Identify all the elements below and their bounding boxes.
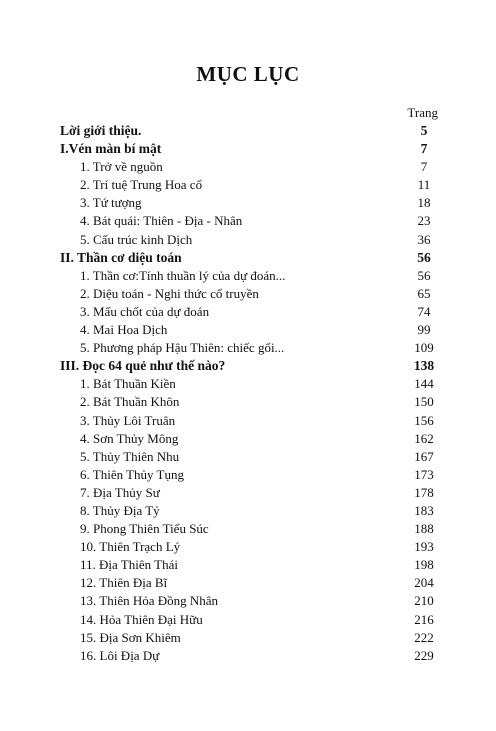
- toc-page-number: 99: [417, 322, 431, 338]
- toc-entry-label: 5. Thủy Thiên Nhu: [80, 448, 180, 464]
- toc-page-number: 167: [414, 448, 434, 464]
- toc-entry-label: 5. Phương pháp Hậu Thiên: chiếc gối...: [80, 340, 285, 356]
- toc-item-row: [60, 484, 444, 502]
- toc-page-number: 162: [414, 430, 434, 446]
- toc-item-row: [60, 448, 444, 466]
- toc-item-row: [60, 321, 444, 339]
- toc-page-number: 210: [414, 593, 434, 609]
- toc-page-number: 7: [420, 159, 428, 175]
- toc-section-row: [60, 140, 444, 158]
- toc-section-row: [60, 249, 444, 267]
- toc-entry-label: 2. Diệu toán - Nghi thức cổ truyền: [80, 285, 259, 301]
- toc-entry-label: 4. Bát quái: Thiên - Địa - Nhân: [80, 213, 243, 229]
- toc-entry-label: 5. Cấu trúc kinh Dịch: [80, 231, 193, 247]
- toc-entry-label: 1. Thần cơ:Tính thuần lý của dự đoán...: [80, 267, 286, 283]
- toc-entry-label: 1. Trở về nguồn: [80, 159, 163, 175]
- toc-page-number: 144: [414, 376, 434, 392]
- toc-entry-label: 16. Lôi Địa Dự: [80, 647, 160, 663]
- toc-entry-label: I.Vén màn bí mật: [60, 141, 162, 157]
- toc-page-number: 183: [414, 502, 434, 518]
- toc-page-number: 5: [420, 123, 428, 138]
- toc-entry-label: III. Đọc 64 quẻ như thế nào?: [60, 358, 226, 374]
- toc-page-number: 74: [417, 303, 431, 319]
- toc-item-row: [60, 303, 444, 321]
- toc-entry-label: 3. Thủy Lôi Truân: [80, 412, 176, 428]
- page-title: MỤC LỤC: [196, 62, 300, 86]
- toc-page-number: 7: [420, 141, 428, 157]
- toc-item-row: [60, 158, 444, 176]
- toc-item-row: [60, 375, 444, 393]
- toc-page-number: 204: [414, 575, 434, 591]
- toc-item-row: [60, 339, 444, 357]
- toc-page-number: 156: [414, 412, 434, 428]
- toc-section-row: [60, 357, 444, 375]
- toc-entry-label: 2. Trí tuệ Trung Hoa cổ: [80, 177, 203, 193]
- toc-page-number: 138: [413, 358, 435, 374]
- table-of-contents: [60, 122, 444, 665]
- toc-item-row: [60, 285, 444, 303]
- toc-entry-label: 4. Sơn Thủy Mông: [80, 430, 179, 446]
- toc-page-number: 216: [414, 611, 434, 627]
- toc-page-number: 229: [414, 647, 434, 663]
- toc-page-number: 198: [414, 557, 434, 573]
- toc-entry-label: 13. Thiên Hỏa Đồng Nhân: [80, 593, 219, 609]
- toc-item-row: [60, 267, 444, 285]
- toc-item-row: [60, 538, 444, 556]
- toc-page-number: 56: [417, 249, 431, 265]
- toc-entry-label: 3. Tứ tượng: [80, 195, 142, 211]
- toc-entry-label: 11. Địa Thiên Thái: [80, 557, 178, 573]
- toc-page-number: 18: [417, 195, 431, 211]
- toc-page-number: 193: [414, 539, 434, 555]
- toc-item-row: [60, 393, 444, 411]
- toc-page-number: 150: [414, 394, 434, 410]
- toc-entry-label: 14. Hỏa Thiên Đại Hữu: [80, 611, 203, 627]
- toc-page-number: 222: [414, 629, 434, 645]
- toc-item-row: [60, 647, 444, 665]
- toc-entry-label: 15. Địa Sơn Khiêm: [80, 629, 181, 645]
- toc-item-row: [60, 430, 444, 448]
- toc-item-row: [60, 592, 444, 610]
- toc-entry-label: 4. Mai Hoa Dịch: [80, 322, 168, 338]
- toc-entry-label: 7. Địa Thủy Sư: [80, 484, 160, 500]
- toc-page-number: 188: [414, 521, 434, 537]
- toc-entry-label: 12. Thiên Địa Bĩ: [80, 575, 168, 591]
- toc-page-number: 173: [414, 466, 434, 482]
- toc-page-number: 65: [417, 285, 431, 301]
- toc-section-row: [60, 122, 444, 140]
- toc-item-row: [60, 231, 444, 249]
- toc-item-row: [60, 520, 444, 538]
- toc-page-number: 56: [417, 267, 431, 283]
- toc-item-row: [60, 502, 444, 520]
- page-column-header: Trang: [407, 105, 438, 120]
- toc-page-number: 109: [414, 340, 434, 356]
- toc-item-row: [60, 574, 444, 592]
- toc-entry-label: 9. Phong Thiên Tiểu Súc: [80, 521, 209, 537]
- toc-page-number: 178: [414, 484, 434, 500]
- toc-entry-label: 3. Mấu chốt của dự đoán: [80, 303, 210, 319]
- toc-item-row: [60, 466, 444, 484]
- toc-entry-label: 10. Thiên Trạch Lý: [80, 539, 181, 555]
- toc-page-number: 11: [417, 177, 431, 193]
- toc-entry-label: II. Thần cơ diệu toán: [60, 249, 182, 265]
- toc-page-number: 36: [417, 231, 431, 247]
- toc-entry-label: 8. Thủy Địa Tỷ: [80, 502, 160, 518]
- toc-item-row: [60, 212, 444, 230]
- toc-entry-label: 2. Bát Thuần Khôn: [80, 394, 180, 410]
- toc-entry-label: Lời giới thiệu.: [60, 123, 142, 138]
- toc-item-row: [60, 611, 444, 629]
- toc-item-row: [60, 194, 444, 212]
- toc-page-number: 23: [417, 213, 431, 229]
- toc-item-row: [60, 176, 444, 194]
- toc-item-row: [60, 556, 444, 574]
- toc-item-row: [60, 629, 444, 647]
- toc-entry-label: 6. Thiên Thủy Tụng: [80, 466, 184, 482]
- toc-item-row: [60, 412, 444, 430]
- toc-entry-label: 1. Bát Thuần Kiền: [80, 376, 176, 392]
